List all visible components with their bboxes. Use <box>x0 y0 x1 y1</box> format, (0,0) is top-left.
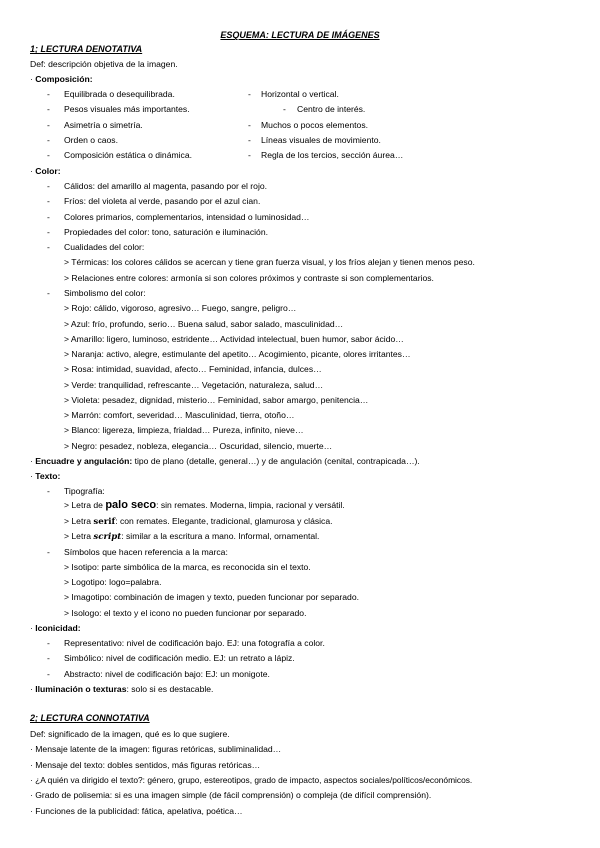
dash: - <box>47 227 50 237</box>
dash: - <box>47 653 50 663</box>
connotativa-item: · Mensaje del texto: dobles sentidos, más figuras retóricas… <box>30 760 261 770</box>
dash: - <box>248 135 251 145</box>
color-item: Cálidos: del amarillo al magenta, pasando por el rojo. <box>64 181 268 191</box>
simbolos-item: > Logotipo: logo=palabra. <box>64 577 162 587</box>
composicion-label: · Composición: <box>30 74 93 84</box>
simbolos-item: > Isologo: el texto y el icono no pueden funcionar por separado. <box>64 608 307 618</box>
dash: - <box>47 638 50 648</box>
simbolismo-item: > Rojo: cálido, vigoroso, agresivo… Fuego, sangre, peligro… <box>64 303 297 313</box>
color-item: Fríos: del violeta al verde, pasando por el azul cian. <box>64 196 261 206</box>
dash: - <box>47 150 50 160</box>
section-1-heading: 1; LECTURA DENOTATIVA <box>30 44 143 54</box>
dash: - <box>47 196 50 206</box>
tipografia-item: > Letra de palo seco: sin remates. Moderna, limpia, racional y versátil. <box>64 499 345 511</box>
iconicidad-item: Simbólico: nivel de codificación medio. EJ: un retrato a lápiz. <box>64 653 295 663</box>
color-label: · Color: <box>30 166 61 176</box>
dash: - <box>47 669 50 679</box>
dash: - <box>47 212 50 222</box>
cualidad-item: > Térmicas: los colores cálidos se acercan y tiene gran fuerza visual, y los fríos alejan y tienen menos peso. <box>64 257 475 267</box>
section-1-definition: Def: descripción objetiva de la imagen. <box>30 59 178 69</box>
section-2-definition: Def: significado de la imagen, qué es lo que sugiere. <box>30 729 230 739</box>
dash: - <box>47 181 50 191</box>
composicion-item: Líneas visuales de movimiento. <box>261 135 381 145</box>
dash: - <box>47 288 50 298</box>
color-item: Propiedades del color: tono, saturación e iluminación. <box>64 227 268 237</box>
simbolismo-label: Simbolismo del color: <box>64 288 146 298</box>
simbolismo-item: > Azul: frío, profundo, serio… Buena salud, sabor salado, masculinidad… <box>64 319 344 329</box>
tipografia-item: > Letra serif: con remates. Elegante, tradicional, glamurosa y clásica. <box>64 516 333 527</box>
composicion-item: Centro de interés. <box>297 104 366 114</box>
simbolismo-item: > Marrón: comfort, severidad… Masculinidad, tierra, otoño… <box>64 410 295 420</box>
dash: - <box>47 486 50 496</box>
composicion-item: Composición estática o dinámica. <box>64 150 193 160</box>
composicion-item: Asimetría o simetría. <box>64 120 143 130</box>
section-2-heading: 2; LECTURA CONNOTATIVA <box>30 713 150 723</box>
simbolismo-item: > Blanco: ligereza, limpieza, frialdad… Pureza, infinito, nieve… <box>64 425 304 435</box>
composicion-item: Pesos visuales más importantes. <box>64 104 190 114</box>
dash: - <box>47 242 50 252</box>
iconicidad-item: Abstracto: nivel de codificación bajo: EJ: un monigote. <box>64 669 270 679</box>
color-item: Cualidades del color: <box>64 242 145 252</box>
dash: - <box>47 120 50 130</box>
simbolismo-item: > Rosa: intimidad, suavidad, afecto… Feminidad, infancia, dulces… <box>64 364 322 374</box>
texto-label: · Texto: <box>30 471 61 481</box>
encuadre-line: · Encuadre y angulación: tipo de plano (detalle, general…) y de angulación (cenital, contrapicada…). <box>30 456 420 466</box>
simbolos-label: Símbolos que hacen referencia a la marca: <box>64 547 228 557</box>
simbolismo-item: > Negro: pesadez, nobleza, elegancia… Oscuridad, silencio, muerte… <box>64 441 333 451</box>
tipografia-label: Tipografía: <box>64 486 105 496</box>
composicion-item: Equilibrada o desequilibrada. <box>64 89 175 99</box>
document-title: ESQUEMA: LECTURA DE IMÁGENES <box>220 30 380 40</box>
simbolos-item: > Isotipo: parte simbólica de la marca, es reconocida sin el texto. <box>64 562 311 572</box>
composicion-item: Muchos o pocos elementos. <box>261 120 369 130</box>
iconicidad-item: Representativo: nivel de codificación bajo. EJ: una fotografía a color. <box>64 638 325 648</box>
dash: - <box>47 135 50 145</box>
connotativa-item: · ¿A quién va dirigido el texto?: género, grupo, estereotipos, grado de impacto, aspectos sociales/políticos/económicos. <box>30 775 473 785</box>
simbolos-item: > Imagotipo: combinación de imagen y texto, pueden funcionar por separado. <box>64 592 360 602</box>
connotativa-item: · Mensaje latente de la imagen: figuras retóricas, subliminalidad… <box>30 744 282 754</box>
connotativa-item: · Grado de polisemia: si es una imagen simple (de fácil comprensión) o compleja (de difícil comprensión). <box>30 790 432 800</box>
dash: - <box>248 120 251 130</box>
simbolismo-item: > Violeta: pesadez, dignidad, misterio… Feminidad, sabor amargo, penitencia… <box>64 395 369 405</box>
composicion-item: Orden o caos. <box>64 135 118 145</box>
composicion-item: Regla de los tercios, sección áurea… <box>261 150 404 160</box>
cualidad-item: > Relaciones entre colores: armonía si son colores próximos y contraste si son complementarios. <box>64 273 434 283</box>
color-item: Colores primarios, complementarios, intensidad o luminosidad… <box>64 212 310 222</box>
dash: - <box>47 104 50 114</box>
iluminacion-line: · Iluminación o texturas: solo si es destacable. <box>30 684 214 694</box>
dash: - <box>47 547 50 557</box>
simbolismo-item: > Naranja: activo, alegre, estimulante del apetito… Acogimiento, picante, olores irritantes… <box>64 349 411 359</box>
tipografia-item: > Letra script: similar a la escritura a mano. Informal, ornamental. <box>64 531 320 542</box>
simbolismo-item: > Amarillo: ligero, luminoso, estridente… Actividad intelectual, buen humor, sabor ácido… <box>64 334 404 344</box>
dash: - <box>283 104 286 114</box>
dash: - <box>248 150 251 160</box>
dash: - <box>248 89 251 99</box>
simbolismo-item: > Verde: tranquilidad, refrescante… Vegetación, naturaleza, salud… <box>64 380 324 390</box>
dash: - <box>47 89 50 99</box>
composicion-item: Horizontal o vertical. <box>261 89 339 99</box>
iconicidad-label: · Iconicidad: <box>30 623 81 633</box>
connotativa-item: · Funciones de la publicidad: fática, apelativa, poética… <box>30 806 243 816</box>
